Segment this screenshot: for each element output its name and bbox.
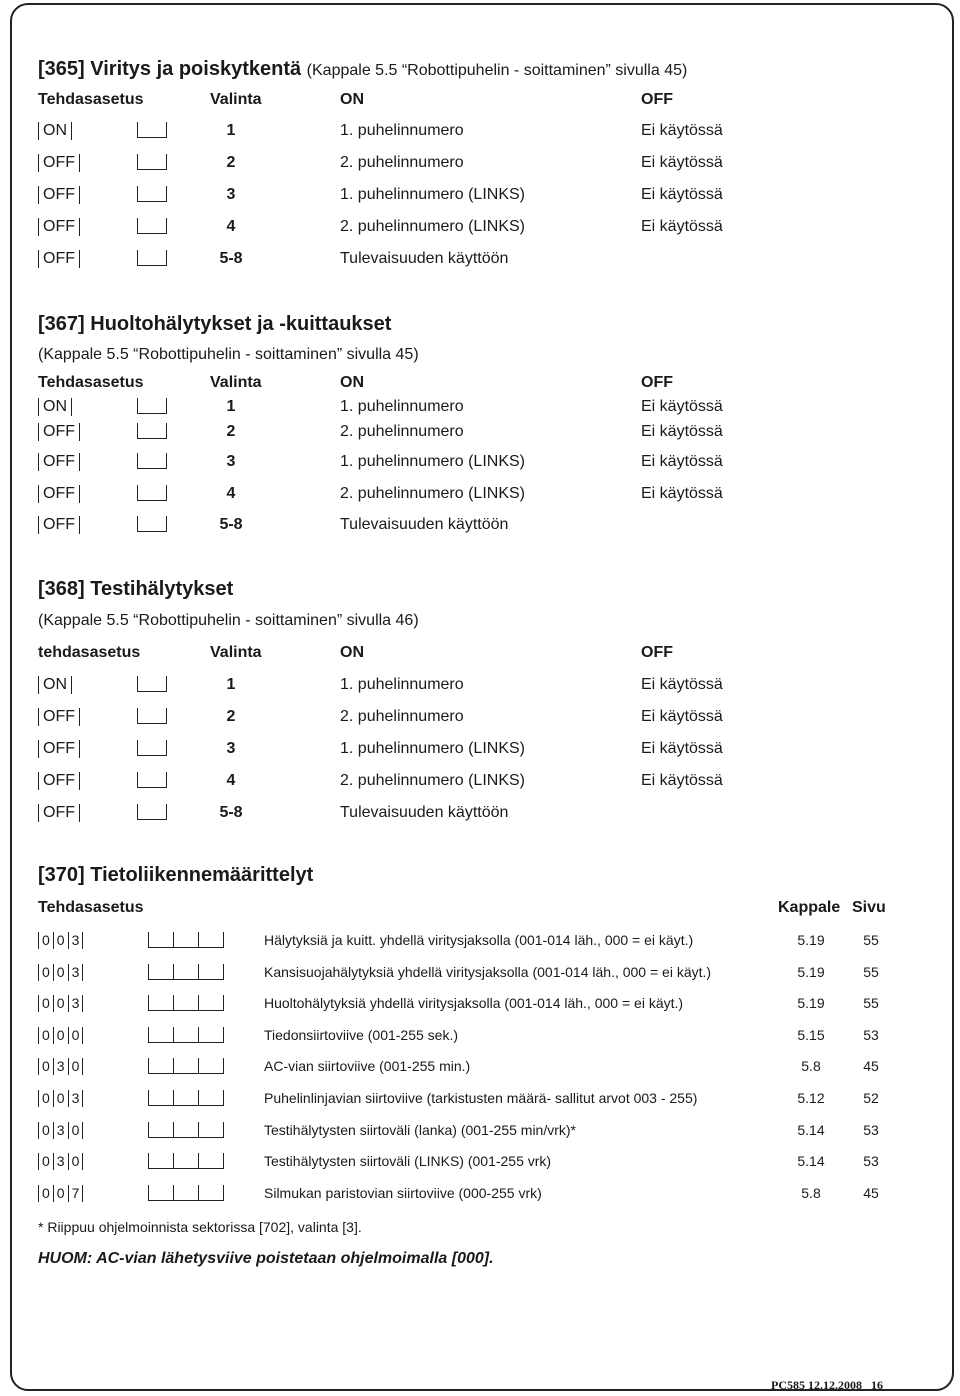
off-description: Ei käytössä (641, 218, 723, 235)
off-description: Ei käytössä (641, 154, 723, 171)
chapter-ref: 5.15 (797, 1026, 825, 1043)
selection-blank[interactable] (137, 398, 167, 414)
digit-cell: 0 (68, 1027, 84, 1044)
option-number: 3 (226, 453, 236, 470)
default-code (38, 1090, 83, 1107)
footnote: * Riippuu ohjelmoinnista sektorissa [702], valinta [3]. (38, 1219, 362, 1235)
digit-cell: 3 (53, 1153, 68, 1170)
chapter-ref: 5.14 (797, 1121, 825, 1138)
page-ref: 45 (863, 1058, 879, 1075)
digit-cell: 3 (68, 964, 84, 981)
on-description: 1. puhelinnumero (LINKS) (340, 453, 525, 470)
digit-cell: 0 (68, 1153, 84, 1170)
default-value: ON (38, 676, 72, 694)
default-value: OFF (38, 423, 80, 441)
on-description: 1. puhelinnumero (LINKS) (340, 186, 525, 203)
option-number: 5-8 (219, 250, 243, 267)
on-description: 2. puhelinnumero (LINKS) (340, 485, 525, 502)
default-value: ON (38, 122, 72, 140)
option-number: 4 (226, 485, 236, 502)
default-value: OFF (38, 154, 80, 172)
section-title: [370] Tietoliikennemäärittelyt (38, 864, 314, 886)
option-number: 4 (226, 772, 236, 789)
section-subtitle: (Kappale 5.5 “Robottipuhelin - soittaminen” sivulla 45) (38, 346, 419, 363)
chapter-ref: 5.14 (797, 1153, 825, 1170)
digit-cell: 3 (53, 1122, 68, 1139)
default-value: OFF (38, 453, 80, 471)
col-header-choice: Valinta (210, 374, 262, 391)
section-subtitle: (Kappale 5.5 “Robottipuhelin - soittaminen” sivulla 46) (38, 612, 419, 629)
off-description: Ei käytössä (641, 186, 723, 203)
footer-page-number: 16 (871, 1378, 883, 1392)
digit-cell: 0 (53, 1090, 68, 1107)
on-description: 2. puhelinnumero (LINKS) (340, 772, 525, 789)
row-description: Testihälytysten siirtoväli (lanka) (001-255 min/vrk)* (264, 1121, 576, 1138)
option-number: 5-8 (219, 804, 243, 821)
page-ref: 55 (863, 995, 879, 1012)
option-number: 1 (226, 398, 236, 415)
default-code (38, 1058, 83, 1075)
huom-note: HUOM: AC-vian lähetysviive poistetaan ohjelmoimalla [000]. (38, 1250, 494, 1267)
selection-blank[interactable] (137, 708, 167, 724)
row-description: Silmukan paristovian siirtoviive (000-255 vrk) (264, 1184, 542, 1201)
col-header-page: Sivu (852, 899, 886, 916)
option-number: 2 (226, 154, 236, 171)
option-number: 3 (226, 740, 236, 757)
entry-blanks[interactable] (148, 932, 224, 949)
row-description: AC-vian siirtoviive (001-255 min.) (264, 1058, 471, 1075)
off-description: Ei käytössä (641, 453, 723, 470)
col-header-on: ON (340, 91, 364, 108)
entry-blanks[interactable] (148, 1027, 224, 1044)
digit-cell: 7 (68, 1185, 84, 1202)
digit-cell: 0 (53, 1185, 68, 1202)
digit-cell: 0 (68, 1122, 84, 1139)
digit-cell: 0 (38, 1122, 53, 1139)
col-header-choice: Valinta (210, 644, 262, 661)
default-value: OFF (38, 516, 80, 534)
digit-cell: 3 (68, 995, 84, 1012)
col-header-choice: Valinta (210, 91, 262, 108)
off-description: Ei käytössä (641, 398, 723, 415)
entry-blanks[interactable] (148, 1185, 224, 1202)
selection-blank[interactable] (137, 154, 167, 170)
selection-blank[interactable] (137, 186, 167, 202)
default-value: OFF (38, 772, 80, 790)
default-value: OFF (38, 250, 80, 268)
digit-cell: 0 (38, 1027, 53, 1044)
col-header-on: ON (340, 644, 364, 661)
selection-blank[interactable] (137, 676, 167, 692)
selection-blank[interactable] (137, 218, 167, 234)
option-number: 2 (226, 708, 236, 725)
col-header-off: OFF (641, 91, 673, 108)
off-description: Ei käytössä (641, 423, 723, 440)
option-number: 5-8 (219, 516, 243, 533)
col-header-off: OFF (641, 374, 673, 391)
chapter-ref: 5.8 (801, 1058, 821, 1075)
page-ref: 53 (863, 1121, 879, 1138)
digit-cell: 0 (38, 964, 53, 981)
off-description: Ei käytössä (641, 676, 723, 693)
row-description: Tiedonsiirtoviive (001-255 sek.) (264, 1026, 459, 1043)
section-title: [368] Testihälytykset (38, 578, 234, 600)
selection-blank[interactable] (137, 423, 167, 439)
on-description: 2. puhelinnumero (LINKS) (340, 218, 525, 235)
digit-cell: 0 (38, 1185, 53, 1202)
default-value: OFF (38, 218, 80, 236)
option-number: 1 (226, 676, 236, 693)
on-description: Tulevaisuuden käyttöön (340, 250, 509, 267)
option-number: 4 (226, 218, 236, 235)
entry-blanks[interactable] (148, 995, 224, 1012)
section-title: [365] Viritys ja poiskytkentä (Kappale 5.5 “Robottipuhelin - soittaminen” sivulla 45) (38, 58, 688, 80)
page-ref: 53 (863, 1153, 879, 1170)
row-description: Hälytyksiä ja kuitt. yhdellä viritysjaksolla (001-014 läh., 000 = ei käyt.) (264, 932, 694, 948)
row-description: Huoltohälytyksiä yhdellä viritysjaksolla (001-014 läh., 000 = ei käyt.) (264, 995, 684, 1012)
on-description: 2. puhelinnumero (340, 423, 464, 440)
digit-cell: 0 (38, 932, 53, 949)
row-description: Puhelinlinjavian siirtoviive (tarkistusten määrä- sallitut arvot 003 - 255) (264, 1090, 698, 1106)
on-description: 2. puhelinnumero (340, 708, 464, 725)
on-description: 1. puhelinnumero (340, 398, 464, 415)
on-description: Tulevaisuuden käyttöön (340, 804, 509, 821)
col-header-default: Tehdasasetus (38, 899, 144, 916)
footer-doc: PC585 12.12.2008 (771, 1378, 862, 1392)
digit-cell: 0 (53, 964, 68, 981)
entry-blanks[interactable] (148, 1058, 224, 1075)
page-border (10, 3, 954, 1391)
col-header-default: Tehdasasetus (38, 374, 144, 391)
chapter-ref: 5.19 (797, 995, 825, 1012)
selection-blank[interactable] (137, 122, 167, 138)
page-footer (771, 1378, 883, 1393)
digit-cell: 3 (68, 1090, 84, 1107)
col-header-off: OFF (641, 644, 673, 661)
option-number: 2 (226, 423, 236, 440)
digit-cell: 0 (38, 995, 53, 1012)
digit-cell: 0 (38, 1153, 53, 1170)
selection-blank[interactable] (137, 740, 167, 756)
col-header-default: tehdasasetus (38, 644, 141, 661)
default-code (38, 1185, 83, 1202)
option-number: 1 (226, 122, 236, 139)
default-code (38, 995, 83, 1012)
default-code (38, 932, 83, 949)
chapter-ref: 5.19 (797, 932, 825, 948)
chapter-ref: 5.8 (801, 1184, 821, 1201)
on-description: 1. puhelinnumero (340, 676, 464, 693)
off-description: Ei käytössä (641, 740, 723, 757)
page-ref: 52 (863, 1090, 879, 1106)
default-value: OFF (38, 485, 80, 503)
entry-blanks[interactable] (148, 1122, 224, 1139)
entry-blanks[interactable] (148, 1090, 224, 1107)
off-description: Ei käytössä (641, 708, 723, 725)
chapter-ref: 5.12 (797, 1090, 825, 1106)
page-ref: 55 (863, 963, 879, 980)
chapter-ref: 5.19 (797, 963, 825, 980)
default-code (38, 1027, 83, 1044)
digit-cell: 0 (38, 1090, 53, 1107)
off-description: Ei käytössä (641, 122, 723, 139)
default-value: OFF (38, 186, 80, 204)
digit-cell: 0 (68, 1058, 84, 1075)
row-description: Kansisuojahälytyksiä yhdellä viritysjaksolla (001-014 läh., 000 = ei käyt.) (264, 963, 712, 980)
col-header-on: ON (340, 374, 364, 391)
section-title: [367] Huoltohälytykset ja -kuittaukset (38, 313, 392, 335)
default-value: OFF (38, 804, 80, 822)
on-description: 2. puhelinnumero (340, 154, 464, 171)
default-code (38, 1122, 83, 1139)
default-code (38, 964, 83, 981)
page-ref: 45 (863, 1184, 879, 1201)
digit-cell: 3 (68, 932, 84, 949)
default-value: OFF (38, 740, 80, 758)
on-description: 1. puhelinnumero (LINKS) (340, 740, 525, 757)
off-description: Ei käytössä (641, 485, 723, 502)
selection-blank[interactable] (137, 485, 167, 501)
digit-cell: 0 (53, 1027, 68, 1044)
option-number: 3 (226, 186, 236, 203)
on-description: Tulevaisuuden käyttöön (340, 516, 509, 533)
digit-cell: 3 (53, 1058, 68, 1075)
selection-blank[interactable] (137, 453, 167, 469)
entry-blanks[interactable] (148, 964, 224, 981)
selection-blank[interactable] (137, 772, 167, 788)
digit-cell: 0 (38, 1058, 53, 1075)
selection-blank[interactable] (137, 250, 167, 266)
entry-blanks[interactable] (148, 1153, 224, 1170)
on-description: 1. puhelinnumero (340, 122, 464, 139)
digit-cell: 0 (53, 932, 68, 949)
row-description: Testihälytysten siirtoväli (LINKS) (001-255 vrk) (264, 1153, 552, 1170)
col-header-default: Tehdasasetus (38, 91, 144, 108)
default-code (38, 1153, 83, 1170)
off-description: Ei käytössä (641, 772, 723, 789)
page-ref: 55 (863, 932, 879, 948)
col-header-chapter: Kappale (778, 899, 841, 916)
default-value: OFF (38, 708, 80, 726)
digit-cell: 0 (53, 995, 68, 1012)
selection-blank[interactable] (137, 804, 167, 820)
page-ref: 53 (863, 1026, 879, 1043)
default-value: ON (38, 398, 72, 416)
selection-blank[interactable] (137, 516, 167, 532)
